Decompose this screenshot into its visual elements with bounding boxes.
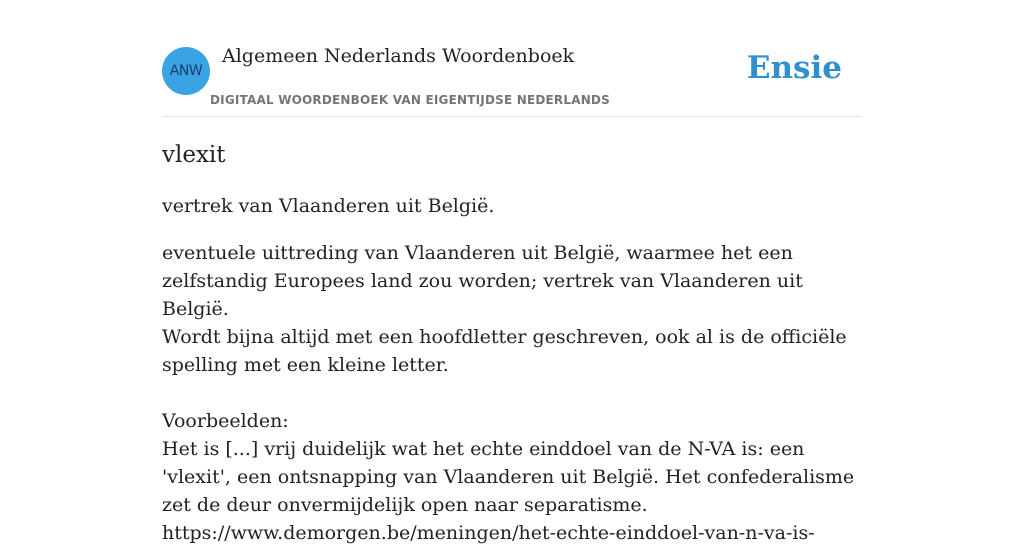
short-definition: vertrek van Vlaanderen uit België. [162,195,495,217]
examples-heading: Voorbeelden: [162,410,289,432]
site-subtitle: DIGITAAL WOORDENBOEK VAN EIGENTIJDSE NEDERLANDS [210,93,610,107]
definition-text: eventuele uittreding van Vlaanderen uit België, waarmee het een zelfstandig Europees land zou worden; vertrek van Vlaanderen uit België. [162,242,803,320]
site-title[interactable]: Algemeen Nederlands Woordenboek [222,45,575,67]
entry-word: vlexit [162,142,226,168]
spelling-note: Wordt bijna altijd met een hoofdletter geschreven, ook al is de officiële spelling met een kleine letter. [162,326,847,376]
spacer [162,379,862,407]
site-header [162,0,862,117]
example-source-link[interactable]: https://www.demorgen.be/meningen/het-echte-einddoel-van-n-va-is- [162,522,815,544]
anw-logo[interactable]: ANW [162,47,210,95]
entry-content [162,140,862,547]
ensie-brand-link[interactable]: Ensie [746,50,842,86]
full-definition [162,239,862,547]
example-text: Het is [...] vrij duidelijk wat het echte einddoel van de N-VA is: een 'vlexit', een ontsnapping van Vlaanderen uit België. Het confederalisme zet de deur onvermijdelijk open naar separatisme. [162,438,855,516]
